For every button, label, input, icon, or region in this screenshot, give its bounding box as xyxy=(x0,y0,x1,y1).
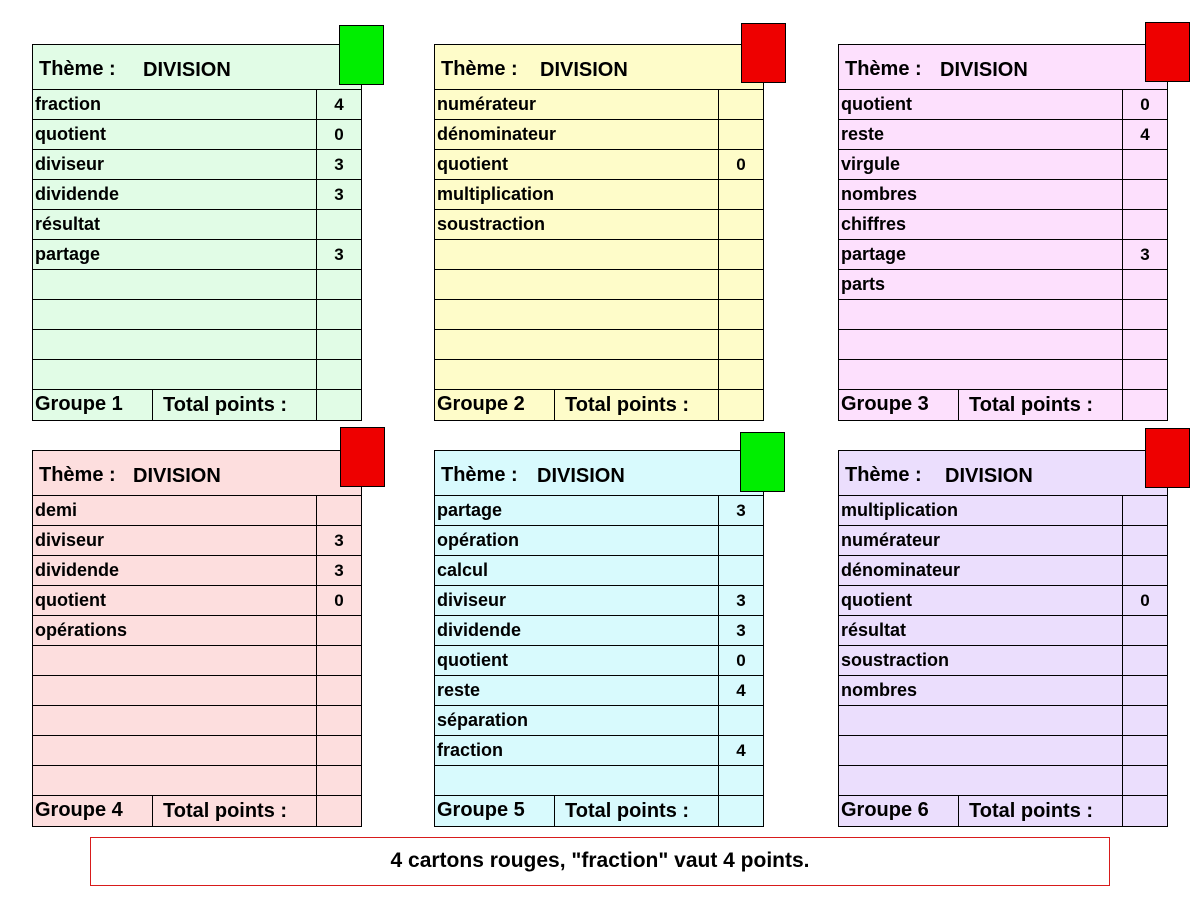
word-cell xyxy=(33,676,317,705)
theme-label: Thème : xyxy=(39,58,116,80)
points-cell xyxy=(317,706,361,735)
points-cell xyxy=(719,120,763,149)
word-cell xyxy=(33,360,317,389)
points-cell: 4 xyxy=(736,741,746,760)
word-cell: reste xyxy=(839,120,1123,149)
word-cell: nombres xyxy=(839,180,1123,209)
word-row xyxy=(435,180,763,210)
total-points-value xyxy=(317,390,361,420)
group-label: Groupe 4 xyxy=(33,796,153,826)
word-cell: nombres xyxy=(839,676,1123,705)
theme-label: Thème : xyxy=(39,464,116,486)
total-points-value xyxy=(1123,796,1167,826)
points-cell: 3 xyxy=(334,561,344,580)
word-cell: quotient xyxy=(839,90,1123,119)
word-cell: chiffres xyxy=(839,210,1123,239)
word-row xyxy=(33,556,361,586)
total-points-label: Total points : xyxy=(555,390,719,420)
card-footer xyxy=(33,796,361,826)
group-label: Groupe 1 xyxy=(33,390,153,420)
word-row xyxy=(839,270,1167,300)
points-cell xyxy=(719,330,763,359)
word-cell: partage xyxy=(435,496,719,525)
word-row xyxy=(33,736,361,766)
red-card-flag xyxy=(1145,428,1190,488)
word-row xyxy=(33,616,361,646)
word-cell: numérateur xyxy=(435,90,719,119)
word-row xyxy=(435,646,763,676)
word-cell: fraction xyxy=(435,736,719,765)
word-row xyxy=(435,120,763,150)
word-row xyxy=(839,90,1167,120)
group-label: Groupe 3 xyxy=(839,390,959,420)
word-cell: demi xyxy=(33,496,317,525)
word-cell: opérations xyxy=(33,616,317,645)
group-card xyxy=(838,450,1168,827)
word-row xyxy=(839,330,1167,360)
points-cell: 3 xyxy=(736,621,746,640)
word-cell: diviseur xyxy=(33,150,317,179)
word-row xyxy=(435,766,763,796)
points-cell xyxy=(317,676,361,705)
group-label: Groupe 5 xyxy=(435,796,555,826)
word-cell: soustraction xyxy=(435,210,719,239)
word-row xyxy=(435,300,763,330)
card-footer xyxy=(839,390,1167,420)
points-cell xyxy=(719,766,763,795)
word-row xyxy=(435,360,763,390)
word-cell xyxy=(839,330,1123,359)
footer-note: 4 cartons rouges, "fraction" vaut 4 points. xyxy=(90,837,1110,886)
word-cell xyxy=(33,646,317,675)
green-card-flag xyxy=(740,432,785,492)
points-cell xyxy=(1123,766,1167,795)
word-cell xyxy=(33,706,317,735)
points-cell xyxy=(719,210,763,239)
points-cell xyxy=(317,766,361,795)
word-cell xyxy=(839,300,1123,329)
word-row xyxy=(33,706,361,736)
red-card-flag xyxy=(741,23,786,83)
word-row xyxy=(839,586,1167,616)
word-row xyxy=(33,240,361,270)
word-row xyxy=(33,496,361,526)
word-cell xyxy=(33,300,317,329)
points-cell xyxy=(1123,360,1167,389)
word-row xyxy=(435,496,763,526)
word-row xyxy=(839,150,1167,180)
word-row xyxy=(435,736,763,766)
theme-value: DIVISION xyxy=(143,59,231,81)
total-points-label: Total points : xyxy=(959,796,1123,826)
word-cell xyxy=(33,736,317,765)
word-row xyxy=(839,210,1167,240)
points-cell xyxy=(317,736,361,765)
word-cell: quotient xyxy=(435,646,719,675)
word-cell: quotient xyxy=(435,150,719,179)
word-row xyxy=(839,616,1167,646)
points-cell xyxy=(1123,616,1167,645)
word-row xyxy=(33,526,361,556)
word-row xyxy=(33,270,361,300)
word-cell: dividende xyxy=(435,616,719,645)
points-cell: 0 xyxy=(334,591,344,610)
theme-value: DIVISION xyxy=(945,465,1033,487)
word-row xyxy=(435,90,763,120)
points-cell: 3 xyxy=(334,185,344,204)
word-cell xyxy=(435,300,719,329)
word-cell: multiplication xyxy=(839,496,1123,525)
word-row xyxy=(33,300,361,330)
points-cell: 3 xyxy=(334,531,344,550)
word-row xyxy=(435,706,763,736)
word-row xyxy=(839,360,1167,390)
points-cell: 4 xyxy=(736,681,746,700)
word-cell: virgule xyxy=(839,150,1123,179)
word-row xyxy=(839,766,1167,796)
theme-value: DIVISION xyxy=(537,465,625,487)
word-cell: diviseur xyxy=(435,586,719,615)
points-cell xyxy=(317,210,361,239)
points-cell xyxy=(1123,736,1167,765)
points-cell xyxy=(719,360,763,389)
points-cell xyxy=(1123,150,1167,179)
card-footer xyxy=(435,390,763,420)
red-card-flag xyxy=(1145,22,1190,82)
total-points-value xyxy=(1123,390,1167,420)
points-cell: 4 xyxy=(1140,125,1150,144)
group-card xyxy=(32,44,362,421)
word-row xyxy=(839,180,1167,210)
word-row xyxy=(839,240,1167,270)
word-cell xyxy=(839,706,1123,735)
word-cell: dividende xyxy=(33,556,317,585)
word-row xyxy=(839,300,1167,330)
word-row xyxy=(33,330,361,360)
card-footer xyxy=(435,796,763,826)
group-card xyxy=(434,450,764,827)
word-cell: multiplication xyxy=(435,180,719,209)
points-cell: 3 xyxy=(1140,245,1150,264)
points-cell xyxy=(317,646,361,675)
theme-value: DIVISION xyxy=(940,59,1028,81)
points-cell xyxy=(719,270,763,299)
group-label: Groupe 6 xyxy=(839,796,959,826)
total-points-label: Total points : xyxy=(153,390,317,420)
points-cell xyxy=(317,496,361,525)
word-cell: quotient xyxy=(33,120,317,149)
card-header xyxy=(435,45,763,90)
card-header xyxy=(435,451,763,496)
word-cell: diviseur xyxy=(33,526,317,555)
word-cell: reste xyxy=(435,676,719,705)
word-row xyxy=(839,736,1167,766)
points-cell: 0 xyxy=(334,125,344,144)
word-row xyxy=(33,120,361,150)
card-header xyxy=(33,45,361,90)
word-cell xyxy=(33,330,317,359)
word-row xyxy=(435,240,763,270)
word-row xyxy=(435,270,763,300)
points-cell xyxy=(1123,300,1167,329)
word-cell xyxy=(839,736,1123,765)
word-row xyxy=(839,706,1167,736)
word-cell: calcul xyxy=(435,556,719,585)
word-cell: soustraction xyxy=(839,646,1123,675)
word-cell: parts xyxy=(839,270,1123,299)
word-cell: partage xyxy=(839,240,1123,269)
points-cell: 3 xyxy=(736,501,746,520)
word-cell xyxy=(435,330,719,359)
points-cell xyxy=(719,180,763,209)
word-row xyxy=(435,210,763,240)
word-row xyxy=(435,586,763,616)
points-cell xyxy=(1123,646,1167,675)
word-cell xyxy=(33,766,317,795)
card-header xyxy=(839,451,1167,496)
total-points-label: Total points : xyxy=(959,390,1123,420)
group-card xyxy=(434,44,764,421)
word-row xyxy=(33,150,361,180)
card-footer xyxy=(33,390,361,420)
points-cell: 3 xyxy=(334,155,344,174)
word-cell xyxy=(33,270,317,299)
word-cell xyxy=(839,766,1123,795)
word-row xyxy=(33,586,361,616)
points-cell xyxy=(1123,180,1167,209)
points-cell xyxy=(1123,706,1167,735)
points-cell xyxy=(719,300,763,329)
points-cell xyxy=(719,526,763,555)
word-row xyxy=(839,496,1167,526)
word-cell xyxy=(435,360,719,389)
points-cell xyxy=(1123,210,1167,239)
word-cell: opération xyxy=(435,526,719,555)
word-row xyxy=(33,210,361,240)
word-cell: quotient xyxy=(839,586,1123,615)
points-cell: 0 xyxy=(736,155,746,174)
group-label: Groupe 2 xyxy=(435,390,555,420)
points-cell: 3 xyxy=(334,245,344,264)
theme-label: Thème : xyxy=(441,58,518,80)
word-cell: partage xyxy=(33,240,317,269)
word-row xyxy=(839,526,1167,556)
points-cell: 0 xyxy=(1140,95,1150,114)
total-points-value xyxy=(719,390,763,420)
total-points-value xyxy=(719,796,763,826)
points-cell xyxy=(1123,270,1167,299)
points-cell xyxy=(1123,496,1167,525)
word-cell xyxy=(435,240,719,269)
points-cell xyxy=(1123,556,1167,585)
word-cell: résultat xyxy=(33,210,317,239)
group-card xyxy=(838,44,1168,421)
points-cell: 4 xyxy=(334,95,344,114)
word-row xyxy=(435,556,763,586)
card-header xyxy=(839,45,1167,90)
points-cell: 0 xyxy=(736,651,746,670)
word-row xyxy=(839,646,1167,676)
word-row xyxy=(33,360,361,390)
points-cell xyxy=(1123,676,1167,705)
word-cell: résultat xyxy=(839,616,1123,645)
word-row xyxy=(435,150,763,180)
word-cell: dénominateur xyxy=(435,120,719,149)
points-cell xyxy=(1123,330,1167,359)
word-cell: numérateur xyxy=(839,526,1123,555)
word-row xyxy=(839,556,1167,586)
points-cell xyxy=(719,706,763,735)
points-cell xyxy=(719,90,763,119)
word-cell: quotient xyxy=(33,586,317,615)
word-row xyxy=(839,120,1167,150)
points-cell xyxy=(317,616,361,645)
points-cell xyxy=(1123,526,1167,555)
word-row xyxy=(839,676,1167,706)
group-card xyxy=(32,450,362,827)
word-row xyxy=(33,646,361,676)
points-cell xyxy=(317,330,361,359)
card-footer xyxy=(839,796,1167,826)
word-cell xyxy=(435,270,719,299)
word-row xyxy=(33,766,361,796)
points-cell xyxy=(317,270,361,299)
theme-label: Thème : xyxy=(441,464,518,486)
red-card-flag xyxy=(340,427,385,487)
word-row xyxy=(33,90,361,120)
theme-label: Thème : xyxy=(845,58,922,80)
points-cell xyxy=(719,240,763,269)
points-cell: 3 xyxy=(736,591,746,610)
card-header xyxy=(33,451,361,496)
word-row xyxy=(33,180,361,210)
points-cell xyxy=(317,360,361,389)
word-cell: fraction xyxy=(33,90,317,119)
word-cell xyxy=(839,360,1123,389)
word-cell: dénominateur xyxy=(839,556,1123,585)
word-cell: dividende xyxy=(33,180,317,209)
word-row xyxy=(435,330,763,360)
theme-label: Thème : xyxy=(845,464,922,486)
green-card-flag xyxy=(339,25,384,85)
total-points-label: Total points : xyxy=(153,796,317,826)
word-cell: séparation xyxy=(435,706,719,735)
word-row xyxy=(33,676,361,706)
total-points-value xyxy=(317,796,361,826)
theme-value: DIVISION xyxy=(133,465,221,487)
points-cell xyxy=(719,556,763,585)
word-row xyxy=(435,616,763,646)
total-points-label: Total points : xyxy=(555,796,719,826)
points-cell: 0 xyxy=(1140,591,1150,610)
word-cell xyxy=(435,766,719,795)
theme-value: DIVISION xyxy=(540,59,628,81)
points-cell xyxy=(317,300,361,329)
word-row xyxy=(435,676,763,706)
word-row xyxy=(435,526,763,556)
